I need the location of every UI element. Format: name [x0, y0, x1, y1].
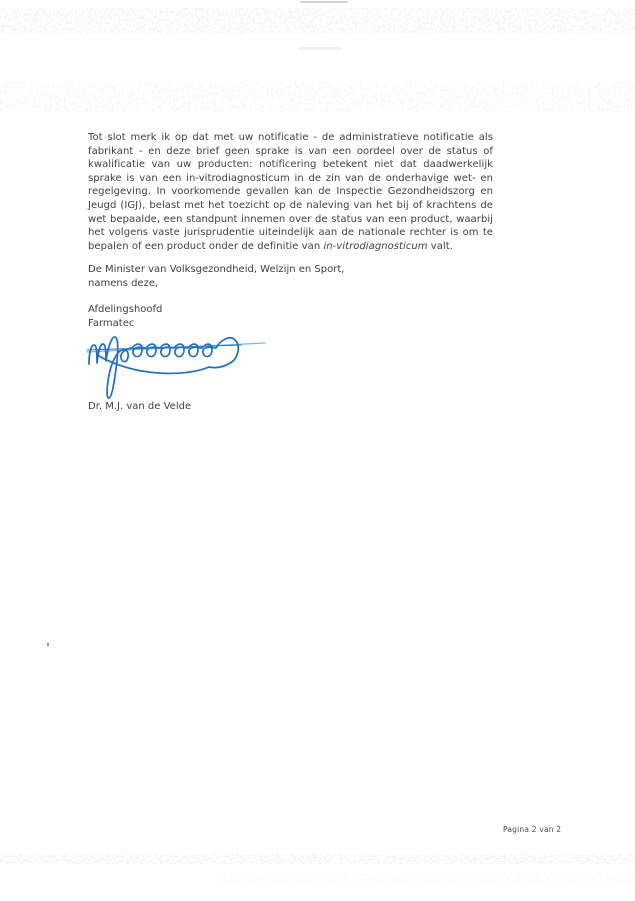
- signer-name: Dr. M.J. van de Velde: [88, 401, 192, 412]
- scan-noise-band-upper: [0, 82, 635, 112]
- scan-noise-band-top: [0, 8, 635, 34]
- paragraph-italic-term: in-vitrodiagnosticum: [323, 240, 428, 252]
- stray-ink-dot: [47, 643, 49, 646]
- body-paragraph: [88, 131, 493, 253]
- closing-line-minister: De Minister van Volksgezondheid, Welzijn en Sport,: [88, 264, 345, 275]
- closing-block: [88, 263, 344, 290]
- scan-noise-band-bottom-2: [220, 873, 635, 883]
- signer-role: Afdelingshoofd: [88, 304, 163, 315]
- paragraph-text: Tot slot merk ik op dat met uw notificatie - de administratieve notificatie als fabrikant - en deze brief geen sprake is van een oordeel over de status of kwalificatie van uw producten: notificering betekent niet dat daadwerkelijk sprake is van een in-vitrodiagnosticum in de zin van de onderhavige wet- en regelgeving. In voorkomende gevallen kan de Inspectie Gezondheidszorg en Jeugd (IGJ), belast met het toezicht op de naleving van het bij of krachtens de wet bepaalde, een standpunt innemen over de status van een product, waarbij het volgens vaste jurisprudentie uiteindelijk aan de nationale rechter is om te bepalen of een product onder de definitie van: [88, 132, 493, 252]
- scan-noise-band-bottom: [0, 854, 635, 864]
- closing-line-namens: namens deze,: [88, 277, 159, 289]
- paragraph-text-after: valt.: [427, 240, 453, 252]
- center-scan-smudge: [298, 47, 342, 50]
- signer-role-block: [88, 303, 162, 330]
- signer-org: Farmatec: [88, 317, 135, 329]
- page-number: Pagina 2 van 2: [503, 825, 562, 834]
- top-edge-scan-dash: [300, 1, 348, 3]
- signature: [85, 333, 270, 403]
